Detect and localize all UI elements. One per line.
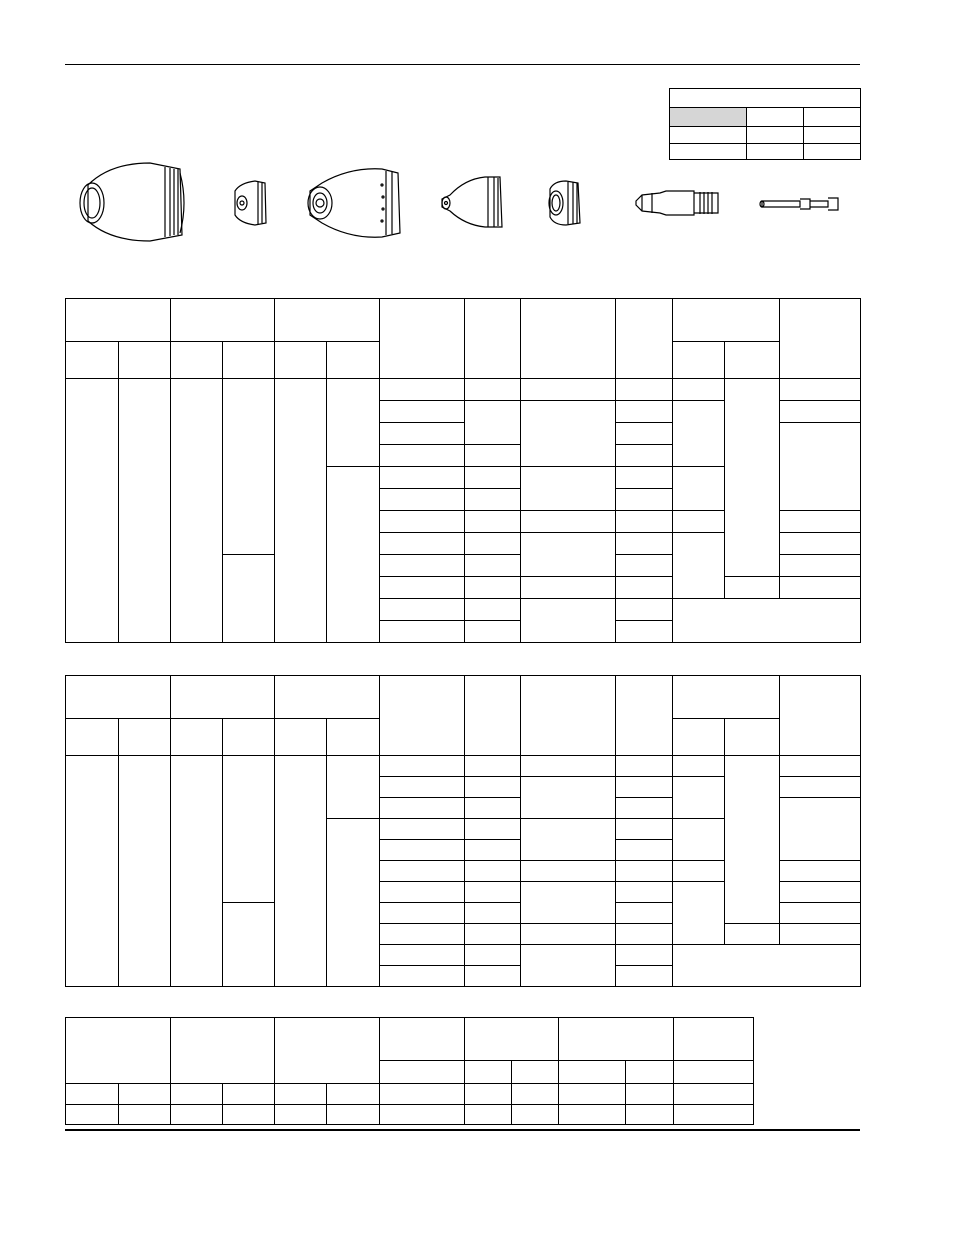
data-cell: [780, 903, 861, 924]
data-cell: [780, 756, 861, 777]
data-cell: [327, 819, 380, 987]
data-cell: [512, 1105, 559, 1125]
header-cell: [66, 676, 171, 719]
header-rule: [65, 64, 860, 65]
data-cell: [673, 511, 725, 533]
data-cell: [521, 756, 616, 777]
data-cell: [521, 467, 616, 511]
data-cell: [380, 945, 465, 966]
data-cell: [66, 379, 119, 643]
parts-table-3: [65, 1017, 754, 1125]
header-cell: [780, 676, 861, 756]
data-cell: [780, 924, 861, 945]
data-cell: [616, 489, 673, 511]
data-cell: [725, 577, 780, 599]
legend-shaded-cell: [670, 108, 747, 127]
header-cell: [380, 1018, 465, 1061]
data-cell: [521, 577, 616, 599]
data-cell: [673, 882, 725, 945]
data-cell: [616, 577, 673, 599]
data-cell: [465, 924, 521, 945]
data-cell: [327, 756, 380, 819]
header-cell: [465, 1018, 559, 1061]
data-cell: [673, 819, 725, 861]
data-cell: [119, 379, 171, 643]
header-cell: [674, 1018, 754, 1061]
data-cell: [465, 903, 521, 924]
subheader-cell: [512, 1061, 559, 1084]
data-cell: [119, 1084, 171, 1105]
data-cell: [380, 756, 465, 777]
data-cell: [616, 924, 673, 945]
data-cell: [616, 798, 673, 819]
subheader-cell: [275, 342, 327, 379]
data-cell: [275, 756, 327, 987]
data-cell: [465, 533, 521, 555]
data-cell: [725, 924, 780, 945]
electrode-icon: [636, 191, 718, 215]
data-cell: [465, 1084, 512, 1105]
data-cell: [465, 511, 521, 533]
data-cell: [673, 533, 725, 599]
consumable-parts-illustration: [70, 155, 860, 250]
data-cell: [780, 577, 861, 599]
data-cell: [66, 1105, 119, 1125]
data-cell: [780, 511, 861, 533]
data-cell: [465, 966, 521, 987]
data-cell: [380, 423, 465, 445]
legend-header-cell: [670, 89, 861, 108]
data-cell: [380, 903, 465, 924]
data-cell: [223, 1105, 275, 1125]
header-cell: [275, 676, 380, 719]
data-cell: [465, 945, 521, 966]
data-cell: [380, 861, 465, 882]
subheader-cell: [66, 719, 119, 756]
data-cell: [380, 621, 465, 643]
header-cell: [465, 676, 521, 756]
subheader-cell: [380, 1061, 465, 1084]
parts-table-1: [65, 298, 861, 643]
subheader-cell: [327, 719, 380, 756]
data-cell: [465, 489, 521, 511]
data-cell: [380, 555, 465, 577]
subheader-cell: [674, 1061, 754, 1084]
header-cell: [275, 1018, 380, 1084]
data-cell: [171, 1084, 223, 1105]
data-cell: [616, 840, 673, 861]
data-cell: [780, 423, 861, 511]
data-cell: [327, 1105, 380, 1125]
data-cell: [674, 1105, 754, 1125]
data-cell: [465, 861, 521, 882]
data-cell: [673, 379, 725, 401]
data-cell: [380, 511, 465, 533]
subheader-cell: [66, 342, 119, 379]
data-cell: [780, 533, 861, 555]
retaining-cap-icon: [308, 169, 400, 237]
data-cell: [780, 798, 861, 861]
subheader-cell: [171, 719, 223, 756]
data-cell: [616, 777, 673, 798]
data-cell: [380, 819, 465, 840]
data-cell: [673, 401, 725, 467]
data-cell: [380, 599, 465, 621]
data-cell: [223, 555, 275, 643]
shield-icon: [80, 163, 184, 241]
data-cell: [521, 777, 616, 819]
data-cell: [327, 379, 380, 467]
data-cell: [559, 1084, 626, 1105]
data-cell: [521, 401, 616, 467]
data-cell: [616, 555, 673, 577]
data-cell: [171, 756, 223, 987]
data-cell: [616, 903, 673, 924]
data-cell: [275, 1084, 327, 1105]
data-cell: [780, 555, 861, 577]
data-cell: [223, 756, 275, 903]
data-cell: [380, 1084, 465, 1105]
data-cell: [521, 599, 616, 643]
data-cell: [616, 819, 673, 840]
legend-table: [669, 88, 861, 160]
header-cell: [66, 299, 171, 342]
data-cell: [380, 798, 465, 819]
data-cell: [380, 882, 465, 903]
data-cell: [521, 511, 616, 533]
data-cell: [465, 756, 521, 777]
legend-cell: [670, 127, 747, 144]
header-cell: [616, 676, 673, 756]
data-cell: [465, 819, 521, 840]
data-cell: [616, 882, 673, 903]
data-cell: [725, 756, 780, 924]
data-cell: [616, 445, 673, 467]
data-cell: [465, 777, 521, 798]
header-cell: [673, 676, 780, 719]
data-cell: [521, 819, 616, 861]
data-cell: [616, 599, 673, 621]
data-cell: [780, 777, 861, 798]
data-cell: [465, 840, 521, 861]
header-cell: [275, 299, 380, 342]
data-cell: [465, 798, 521, 819]
header-cell: [673, 299, 780, 342]
header-cell: [521, 676, 616, 756]
data-cell: [223, 903, 275, 987]
footer-rule: [65, 1129, 860, 1131]
header-cell: [521, 299, 616, 379]
header-cell: [616, 299, 673, 379]
header-cell: [380, 299, 465, 379]
data-cell: [673, 945, 861, 987]
data-cell: [780, 401, 861, 423]
data-cell: [465, 467, 521, 489]
shield-cap-icon: [235, 181, 266, 225]
data-cell: [171, 379, 223, 643]
header-cell: [465, 299, 521, 379]
subheader-cell: [223, 342, 275, 379]
header-cell: [66, 1018, 171, 1084]
data-cell: [725, 379, 780, 577]
data-cell: [465, 445, 521, 467]
data-cell: [512, 1084, 559, 1105]
subheader-cell: [275, 719, 327, 756]
data-cell: [380, 533, 465, 555]
data-cell: [380, 1105, 465, 1125]
data-cell: [674, 1084, 754, 1105]
legend-cell: [804, 127, 861, 144]
data-cell: [521, 882, 616, 924]
data-cell: [616, 861, 673, 882]
subheader-cell: [119, 719, 171, 756]
data-cell: [673, 599, 861, 643]
data-cell: [380, 577, 465, 599]
header-cell: [171, 299, 275, 342]
data-cell: [780, 379, 861, 401]
data-cell: [673, 756, 725, 777]
legend-cell: [747, 108, 804, 127]
subheader-cell: [559, 1061, 626, 1084]
data-cell: [465, 621, 521, 643]
data-cell: [380, 467, 465, 489]
header-cell: [171, 1018, 275, 1084]
data-cell: [616, 379, 673, 401]
data-cell: [616, 966, 673, 987]
data-cell: [521, 861, 616, 882]
data-cell: [616, 533, 673, 555]
data-cell: [380, 924, 465, 945]
data-cell: [275, 379, 327, 643]
subheader-cell: [673, 342, 725, 379]
data-cell: [780, 882, 861, 903]
header-cell: [559, 1018, 674, 1061]
data-cell: [275, 1105, 327, 1125]
data-cell: [380, 966, 465, 987]
data-cell: [616, 621, 673, 643]
swirl-ring-icon: [549, 181, 580, 225]
subheader-cell: [223, 719, 275, 756]
data-cell: [380, 445, 465, 467]
data-cell: [616, 945, 673, 966]
data-cell: [380, 401, 465, 423]
data-cell: [327, 1084, 380, 1105]
subheader-cell: [626, 1061, 674, 1084]
header-cell: [780, 299, 861, 379]
data-cell: [616, 423, 673, 445]
data-cell: [673, 861, 725, 882]
data-cell: [673, 777, 725, 819]
data-cell: [380, 379, 465, 401]
header-cell: [380, 676, 465, 756]
data-cell: [465, 379, 521, 401]
data-cell: [616, 467, 673, 489]
data-cell: [780, 861, 861, 882]
data-cell: [465, 401, 521, 445]
data-cell: [465, 555, 521, 577]
nozzle-icon: [442, 177, 502, 227]
data-cell: [626, 1105, 674, 1125]
subheader-cell: [465, 1061, 512, 1084]
parts-table-2: [65, 675, 861, 987]
data-cell: [465, 577, 521, 599]
data-cell: [521, 924, 616, 945]
data-cell: [673, 467, 725, 511]
data-cell: [119, 1105, 171, 1125]
data-cell: [380, 840, 465, 861]
header-cell: [171, 676, 275, 719]
subheader-cell: [119, 342, 171, 379]
data-cell: [616, 401, 673, 423]
data-cell: [626, 1084, 674, 1105]
data-cell: [119, 756, 171, 987]
subheader-cell: [673, 719, 725, 756]
data-cell: [521, 945, 616, 987]
subheader-cell: [171, 342, 223, 379]
data-cell: [171, 1105, 223, 1125]
data-cell: [223, 1084, 275, 1105]
water-tube-icon: [760, 198, 838, 210]
data-cell: [66, 756, 119, 987]
data-cell: [380, 489, 465, 511]
data-cell: [559, 1105, 626, 1125]
data-cell: [616, 756, 673, 777]
data-cell: [521, 379, 616, 401]
data-cell: [380, 777, 465, 798]
data-cell: [223, 379, 275, 555]
data-cell: [465, 1105, 512, 1125]
data-cell: [66, 1084, 119, 1105]
subheader-cell: [725, 719, 780, 756]
subheader-cell: [327, 342, 380, 379]
data-cell: [616, 511, 673, 533]
subheader-cell: [725, 342, 780, 379]
data-cell: [465, 882, 521, 903]
data-cell: [521, 533, 616, 577]
data-cell: [327, 467, 380, 643]
legend-cell: [747, 127, 804, 144]
data-cell: [465, 599, 521, 621]
legend-cell: [804, 108, 861, 127]
